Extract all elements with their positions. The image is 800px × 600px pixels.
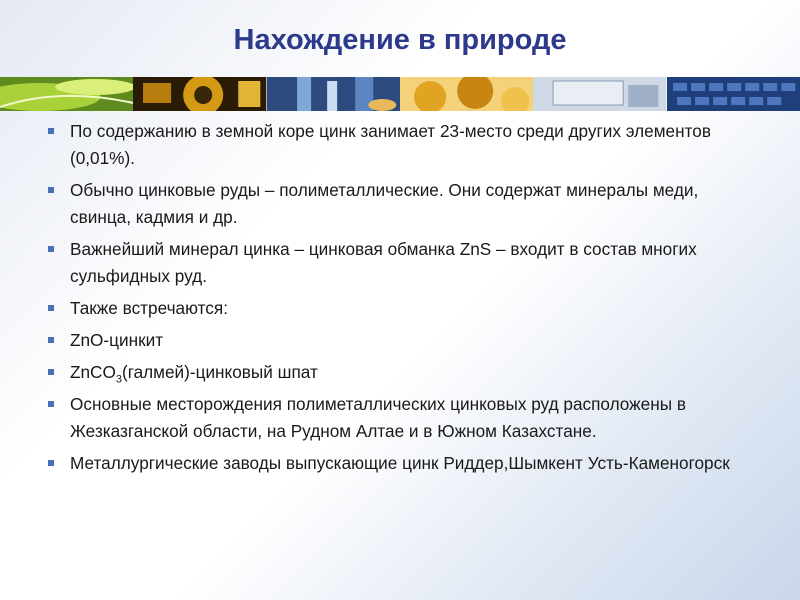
square-bullet-icon xyxy=(48,246,54,252)
formula-suffix: (галмей)-цинковый шпат xyxy=(121,362,318,382)
bullet-text xyxy=(70,362,318,386)
square-bullet-icon xyxy=(48,337,54,343)
laptop-photo xyxy=(533,77,666,111)
formula-base: ZnCO xyxy=(70,362,116,382)
square-bullet-icon xyxy=(48,369,54,375)
green-leaf-photo xyxy=(0,77,133,111)
bullet-item xyxy=(48,236,748,290)
bullet-text: ZnO-цинкит xyxy=(70,330,164,350)
square-bullet-icon xyxy=(48,401,54,407)
header-photo-strip xyxy=(0,77,800,111)
bullet-item xyxy=(48,177,748,231)
square-bullet-icon xyxy=(48,187,54,193)
square-bullet-icon xyxy=(48,128,54,134)
bullet-item xyxy=(48,118,748,172)
bullet-item xyxy=(48,391,748,445)
bullet-text: Металлургические заводы выпускающие цинк Риддер,Шымкент Усть-Каменогорск xyxy=(70,453,730,473)
bullet-item xyxy=(48,450,748,477)
bullet-list xyxy=(48,118,748,482)
keyboard-photo xyxy=(667,77,800,111)
bullet-item xyxy=(48,359,748,386)
bullet-item xyxy=(48,295,748,322)
slide-title: Нахождение в природе xyxy=(233,24,567,56)
square-bullet-icon xyxy=(48,305,54,311)
gold-coins-photo xyxy=(400,77,533,111)
bullet-text: Обычно цинковые руды – полиметаллические. Они содержат минералы меди, свинца, кадмия и др. xyxy=(70,180,699,227)
formula-subscript: 3 xyxy=(115,373,122,386)
bullet-text: Основные месторождения полиметаллических цинковых руд расположены в Жезказганской области, на Рудном Алтае и в Южном Казахстане. xyxy=(70,394,686,441)
bullet-text: Важнейший минерал цинка – цинковая обманка ZnS – входит в состав многих сульфидных руд. xyxy=(70,239,697,286)
bullet-text: По содержанию в земной коре цинк занимает 23-место среди других элементов (0,01%). xyxy=(70,121,711,168)
square-bullet-icon xyxy=(48,460,54,466)
bullet-text: Также встречаются: xyxy=(70,298,228,318)
gold-gear-photo xyxy=(133,77,266,111)
bullet-item xyxy=(48,327,748,354)
lab-flask-photo xyxy=(267,77,400,111)
